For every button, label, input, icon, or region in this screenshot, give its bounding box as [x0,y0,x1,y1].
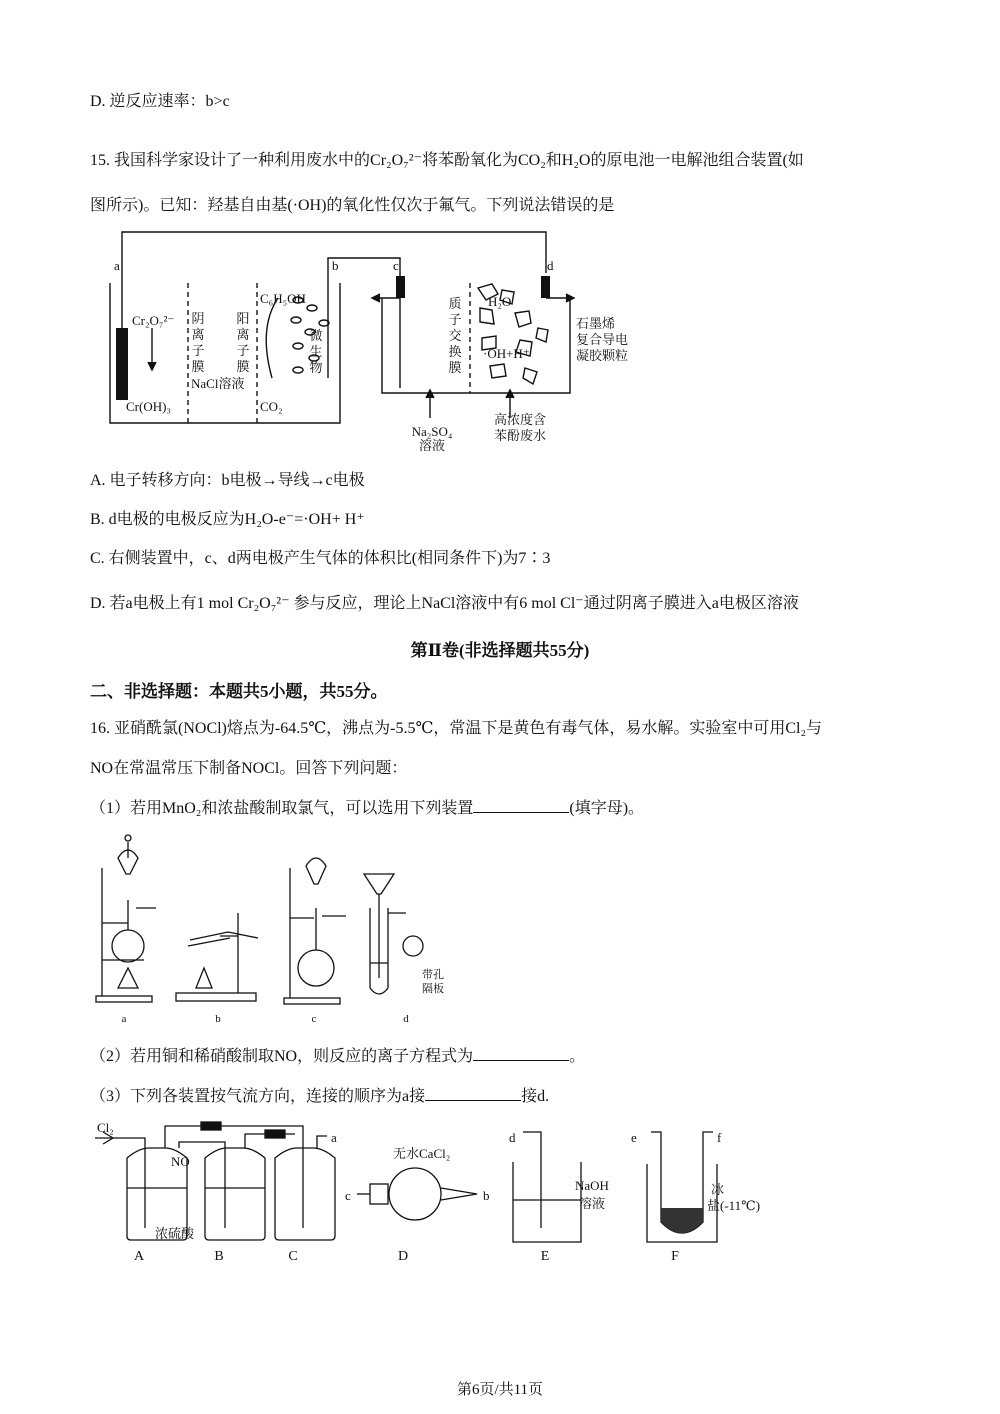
electrode-d-label: d [547,258,554,273]
apparatus-E: E [540,1249,550,1264]
outlet-f-label: f [717,1130,722,1145]
svg-text:复合导电: 复合导电 [576,332,629,347]
svg-text:阳: 阳 [236,311,250,326]
apparatus-F: F [671,1249,679,1264]
svg-text:膜: 膜 [448,360,462,375]
inlet-e-label: e [631,1130,637,1145]
q15-stem-line1: 15. 我国科学家设计了一种利用废水中的Cr₂O₇²⁻将苯酚氧化为CO₂和H₂O的原电池一电解池组合装置(如 [90,152,804,169]
q16-stem-line2: NO在常温常压下制备NOCl。回答下列问题： [90,760,408,777]
outlet-b-label: b [483,1188,490,1203]
q16-apparatus-figure [88,828,468,1028]
water-label: H₂O [488,294,512,309]
apparatus-d-label: d [403,1013,409,1025]
q15-cell-diagram [100,228,700,453]
svg-text:离: 离 [236,327,250,342]
cacl2-label: 无水CaCl₂ [393,1146,451,1161]
q14-option-d: D. 逆反应速率：b>c [90,93,230,110]
cl2-label: Cl₂ [97,1120,114,1135]
q16-part3: （3）下列各装置按气流方向，连接的顺序为a接 接d. [90,1088,550,1105]
q15-option-d: D. 若a电极上有1 mol Cr₂O₇²⁻ 参与反应，理论上NaCl溶液中有6 mol Cl⁻通过阴离子膜进入a电极区溶液 [90,595,799,612]
dichromate-ion: Cr₂O₇²⁻ [370,152,422,169]
apparatus-a-label: a [121,1013,127,1025]
phenol-label: C₆H₅OH [260,291,306,306]
apparatus-A: A [133,1249,145,1264]
chromium-hydroxide-label: Cr(OH)₃ [126,399,171,414]
answer-blank-3[interactable] [425,1086,521,1101]
svg-text:微: 微 [309,328,323,343]
svg-text:交: 交 [448,328,462,343]
svg-text:质: 质 [448,296,462,311]
q15-option-c: C. 右侧装置中，c、d两电极产生气体的体积比(相同条件下)为7∶3 [90,550,551,567]
apparatus-b-label: b [215,1013,221,1025]
apparatus-B: B [214,1249,224,1264]
co2-label: CO₂ [260,399,283,414]
sulfuric-acid-label: 浓硫酸 [155,1226,195,1241]
svg-text:带孔: 带孔 [422,969,444,981]
svg-text:隔板: 隔板 [422,983,444,995]
svg-text:苯酚废水: 苯酚废水 [493,428,547,443]
inlet-d-label: d [509,1130,516,1145]
apparatus-c-label: c [311,1013,317,1025]
dichromate-label: Cr₂O₇²⁻ [132,313,175,328]
electrode-a-label: a [114,258,120,273]
section-heading: 二、非选择题：本题共5小题，共55分。 [90,682,388,701]
svg-text:换: 换 [448,344,462,359]
electrode-b-label: b [332,258,339,273]
nacl-solution-label: NaCl溶液 [191,376,245,391]
svg-text:物: 物 [309,360,323,375]
svg-text:高浓度含: 高浓度含 [493,412,547,427]
svg-text:冰: 冰 [711,1182,725,1197]
svg-text:NaOH: NaOH [575,1178,609,1193]
q16-part1: （1）若用MnO₂和浓盐酸制取氯气，可以选用下列装置 (填字母)。 [90,800,645,817]
apparatus-D: D [397,1249,409,1264]
svg-text:子: 子 [448,312,462,327]
svg-text:膜: 膜 [191,359,205,374]
answer-blank-1[interactable] [473,798,569,813]
svg-text:溶液: 溶液 [418,438,446,453]
q15-option-a: A. 电子转移方向：b电极→导线→c电极 [90,472,365,489]
q16-stem-line1: 16. 亚硝酰氯(NOCl)熔点为-64.5℃，沸点为-5.5℃，常温下是黄色有毒气体，易水解。实验室中可用Cl₂与 [90,720,823,737]
q15-option-b: B. d电极的电极反应为H₂O-e⁻=·OH+ H⁺ [90,511,365,528]
answer-blank-2[interactable] [473,1046,569,1061]
q16-part2: （2）若用铜和稀硝酸制取NO，则反应的离子方程式为 。 [90,1048,586,1065]
svg-text:凝胶颗粒: 凝胶颗粒 [576,348,629,363]
outlet-a-label: a [331,1130,337,1145]
apparatus-C: C [288,1249,298,1264]
q16-connection-figure [95,1118,795,1268]
section-title: 第Ⅱ卷(非选择题共55分) [410,641,590,660]
svg-text:石墨烯: 石墨烯 [576,316,616,331]
svg-text:离: 离 [191,327,205,342]
no-label: NO [171,1154,190,1169]
svg-text:阴: 阴 [191,311,205,326]
svg-text:膜: 膜 [236,359,250,374]
electrode-c-label: c [393,258,399,273]
inlet-c-label: c [345,1188,351,1203]
page-footer: 第6页/共11页 [456,1382,544,1398]
svg-text:子: 子 [191,343,205,358]
q15-stem-line2: 图所示)。已知：羟基自由基(·OH)的氧化性仅次于氟气。下列说法错误的是 [90,197,615,214]
svg-text:盐(-11℃): 盐(-11℃) [707,1198,761,1213]
svg-text:子: 子 [236,343,250,358]
hydroxyl-label: ·OH+H⁺ [483,346,530,361]
svg-text:生: 生 [309,344,323,359]
svg-text:溶液: 溶液 [579,1196,606,1211]
svg-text:Na₂SO₄: Na₂SO₄ [411,424,453,439]
